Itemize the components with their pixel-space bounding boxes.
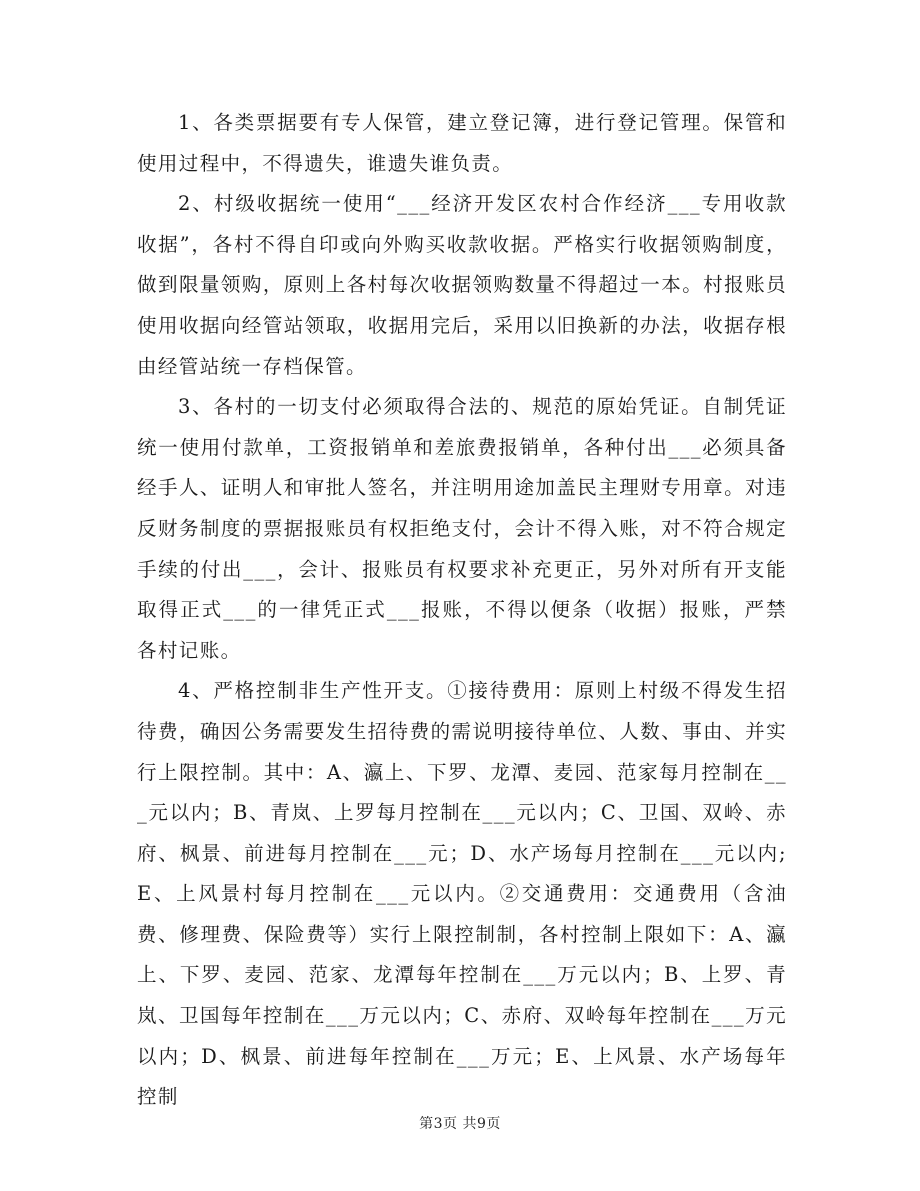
document-body [137,103,787,1118]
paragraph-4: 4、严格控制非生产性开支。①接待费用：原则上村级不得发生招待费，确因公务需要发生招待费的需说明接待单位、人数、事由、并实行上限控制。其中：A、瀛上、下罗、龙潭、麦园、范家每月控制在___元以内；B、青岚、上罗每月控制在___元以内；C、卫国、双岭、赤府、枫景、前进每月控制在___元；D、水产场每月控制在___元以内;E、上风景村每月控制在___元以内。②交通费用：交通费用（含油费、修理费、保险费等）实行上限控制制，各村控制上限如下：A、瀛上、下罗、麦园、范家、龙潭每年控制在___万元以内；B、上罗、青岚、卫国每年控制在___万元以内；C、赤府、双岭每年控制在___万元以内；D、枫景、前进每年控制在___万元；E、上风景、水产场每年控制 [137,679,787,1109]
paragraph-1: 1、各类票据要有专人保管，建立登记簿，进行登记管理。保管和使用过程中，不得遗失，谁遗失谁负责。 [137,111,787,175]
paragraph-2: 2、村级收据统一使用“___经济开发区农村合作经济___专用收款收据”，各村不得自印或向外购买收款收据。严格实行收据领购制度，做到限量领购，原则上各村每次收据领购数量不得超过一本。村报账员使用收据向经管站领取，收据用完后，采用以旧换新的办法，收据存根由经管站统一存档保管。 [137,192,787,378]
paragraph-3: 3、各村的一切支付必须取得合法的、规范的原始凭证。自制凭证统一使用付款单，工资报销单和差旅费报销单，各种付出___必须具备经手人、证明人和审批人签名，并注明用途加盖民主理财专用章。对违反财务制度的票据报账员有权拒绝支付，会计不得入账，对不符合规定手续的付出___，会计、报账员有权要求补充更正，另外对所有开支能取得正式___的一律凭正式___报账，不得以便条（收据）报账，严禁各村记账。 [137,395,787,662]
page-number-footer: 第3页 共9页 [419,1116,501,1132]
